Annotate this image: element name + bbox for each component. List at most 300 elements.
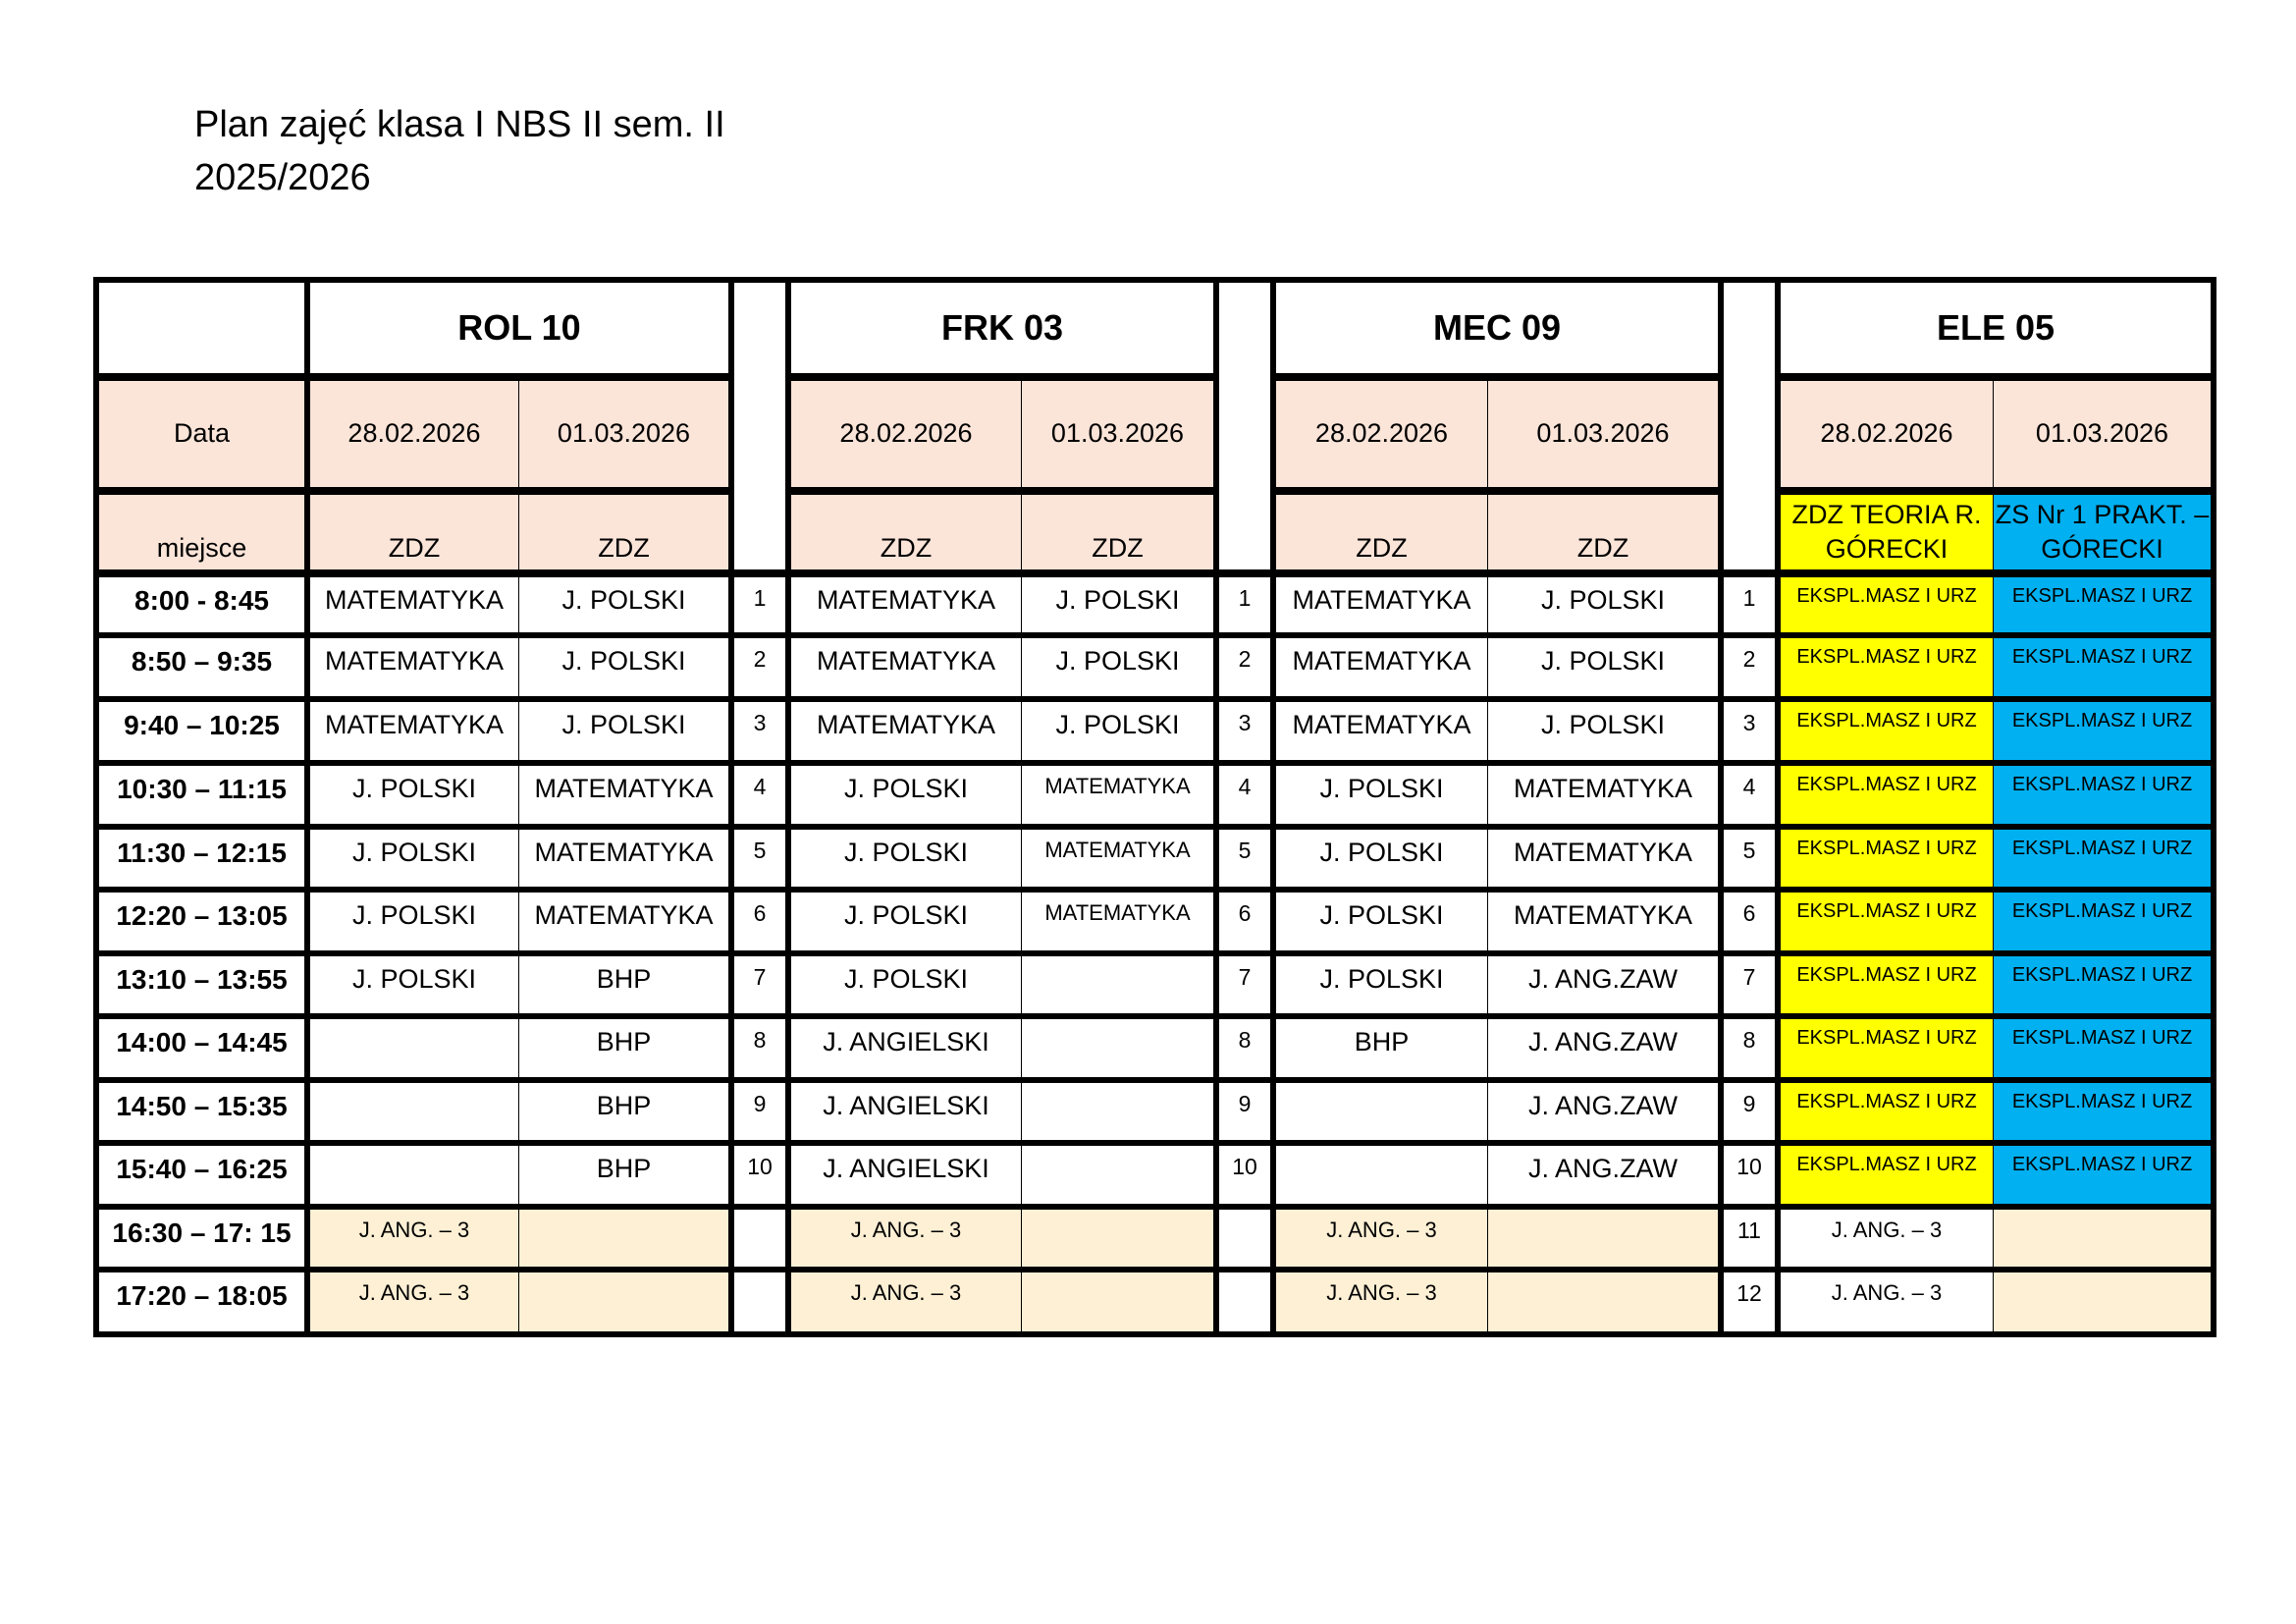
- time-slot: [99, 893, 304, 950]
- subject-text: EKSPL.MASZ I URZ: [1796, 1027, 1977, 1049]
- lesson-number-text: 11: [1737, 1218, 1761, 1243]
- subject-cell: [310, 638, 518, 696]
- lesson-number: [734, 1019, 785, 1077]
- subject-cell: [310, 1210, 518, 1267]
- subject-cell: [791, 893, 1021, 950]
- subject-text: EKSPL.MASZ I URZ: [2011, 838, 2193, 859]
- time-slot: [99, 577, 304, 632]
- subject-text: MATEMATYKA: [1044, 838, 1191, 862]
- subject-cell: [1276, 830, 1487, 887]
- subject-cell: [1781, 577, 1993, 632]
- subject-cell: [1022, 1083, 1213, 1140]
- place-cell: [1994, 495, 2211, 569]
- subject-cell: [1276, 956, 1487, 1013]
- lesson-number-text: 2: [1238, 646, 1252, 672]
- lesson-number: [1724, 830, 1775, 887]
- time-text: 8:50 – 9:35: [131, 646, 273, 677]
- subject-cell: [519, 702, 728, 760]
- lesson-number: [1219, 1210, 1270, 1267]
- subject-cell: [1781, 1210, 1993, 1267]
- subject-cell: [1781, 1083, 1993, 1140]
- subject-text: MATEMATYKA: [1292, 646, 1471, 676]
- place-cell: [1022, 495, 1213, 569]
- lesson-number: [734, 1210, 785, 1267]
- subject-cell: [1781, 702, 1993, 760]
- subject-text: J. POLSKI: [1319, 964, 1444, 994]
- lesson-number: [734, 956, 785, 1013]
- lesson-number-text: 6: [753, 900, 767, 926]
- subject-text: J. ANGIELSKI: [823, 1091, 989, 1120]
- subject-cell: [1276, 893, 1487, 950]
- lesson-number-text: 10: [1736, 1154, 1762, 1179]
- subject-text: J. POLSKI: [561, 585, 686, 615]
- subject-text: EKSPL.MASZ I URZ: [2011, 1154, 2193, 1175]
- lesson-number: [1219, 1272, 1270, 1331]
- lesson-number-text: 5: [753, 838, 767, 863]
- date-cell: [1276, 381, 1487, 487]
- lesson-number: [1219, 1083, 1270, 1140]
- lesson-number-text: 9: [1742, 1091, 1756, 1116]
- date-cell: [1994, 381, 2211, 487]
- subject-cell: [1488, 956, 1718, 1013]
- subject-text: MATEMATYKA: [816, 646, 995, 676]
- date-cell: [1781, 381, 1993, 487]
- lesson-number: [734, 1146, 785, 1204]
- subject-text: EKSPL.MASZ I URZ: [1796, 1154, 1977, 1175]
- date-text: 01.03.2026: [1050, 418, 1185, 449]
- subject-cell: [1276, 1210, 1487, 1267]
- subject-text: MATEMATYKA: [324, 646, 504, 676]
- campus-name: MEC 09: [1432, 307, 1562, 349]
- lesson-number-text: 4: [753, 774, 767, 799]
- campus-name: ROL 10: [457, 307, 581, 349]
- time-text: 16:30 – 17: 15: [112, 1218, 292, 1248]
- lesson-number-text: 6: [1238, 900, 1252, 926]
- document-title: [194, 98, 725, 204]
- lesson-number-text: 12: [1736, 1280, 1762, 1306]
- lesson-number-text: 7: [1742, 964, 1756, 990]
- subject-cell: [519, 1210, 728, 1267]
- subject-text: EKSPL.MASZ I URZ: [2011, 900, 2193, 922]
- lesson-number: [1724, 1019, 1775, 1077]
- subject-text: MATEMATYKA: [534, 900, 714, 930]
- lesson-number-text: 8: [1742, 1027, 1756, 1053]
- subject-cell: [1994, 1019, 2211, 1077]
- subject-text: EKSPL.MASZ I URZ: [2011, 1027, 2193, 1049]
- subject-text: EKSPL.MASZ I URZ: [1796, 585, 1977, 607]
- subject-cell: [519, 766, 728, 824]
- subject-cell: [310, 893, 518, 950]
- subject-cell: [1781, 1019, 1993, 1077]
- subject-text: J. POLSKI: [1540, 646, 1666, 676]
- subject-text: J. POLSKI: [1055, 585, 1180, 615]
- subject-text: J. POLSKI: [561, 646, 686, 676]
- lesson-number: [734, 766, 785, 824]
- lesson-number-text: 1: [1238, 585, 1252, 611]
- subject-text: J. POLSKI: [1055, 646, 1180, 676]
- lesson-number-text: 7: [1238, 964, 1252, 990]
- place-text: ZDZ: [880, 532, 933, 563]
- subject-text: MATEMATYKA: [534, 838, 714, 867]
- campus-header: [310, 283, 728, 373]
- lesson-number-header: [1724, 283, 1775, 569]
- lesson-number: [1219, 1019, 1270, 1077]
- subject-cell: [791, 1272, 1021, 1331]
- time-slot: [99, 830, 304, 887]
- lesson-number-text: 5: [1742, 838, 1756, 863]
- subject-cell: [1488, 1272, 1718, 1331]
- subject-cell: [1488, 577, 1718, 632]
- subject-cell: [1781, 1146, 1993, 1204]
- subject-text: MATEMATYKA: [1292, 585, 1471, 615]
- subject-cell: [310, 1019, 518, 1077]
- subject-text: J. ANG. – 3: [1831, 1280, 1943, 1305]
- subject-text: EKSPL.MASZ I URZ: [2011, 964, 2193, 986]
- time-text: 11:30 – 12:15: [117, 838, 287, 868]
- time-slot: [99, 956, 304, 1013]
- subject-cell: [791, 1019, 1021, 1077]
- lesson-number: [734, 893, 785, 950]
- subject-text: BHP: [596, 1091, 652, 1120]
- subject-cell: [1022, 956, 1213, 1013]
- subject-cell: [1488, 830, 1718, 887]
- lesson-number-text: 6: [1742, 900, 1756, 926]
- place-cell: [310, 495, 518, 569]
- subject-text: EKSPL.MASZ I URZ: [2011, 585, 2193, 607]
- date-text: 28.02.2026: [347, 418, 481, 449]
- lesson-number: [734, 1272, 785, 1331]
- subject-cell: [1994, 577, 2211, 632]
- time-slot: [99, 1019, 304, 1077]
- time-slot: [99, 1210, 304, 1267]
- subject-text: EKSPL.MASZ I URZ: [1796, 646, 1977, 668]
- subject-cell: [519, 1272, 728, 1331]
- subject-cell: [1488, 766, 1718, 824]
- place-label-text: miejsce: [156, 532, 247, 563]
- campus-header: [791, 283, 1213, 373]
- subject-text: J. ANG.ZAW: [1527, 1027, 1678, 1056]
- subject-cell: [791, 1146, 1021, 1204]
- subject-cell: [1022, 1210, 1213, 1267]
- subject-text: J. ANG. – 3: [1326, 1280, 1437, 1305]
- subject-cell: [1276, 766, 1487, 824]
- lesson-number: [1724, 956, 1775, 1013]
- lesson-number: [1724, 638, 1775, 696]
- subject-cell: [1488, 1146, 1718, 1204]
- subject-cell: [310, 956, 518, 1013]
- subject-cell: [1994, 1272, 2211, 1331]
- subject-cell: [1276, 1019, 1487, 1077]
- subject-text: MATEMATYKA: [816, 710, 995, 739]
- lesson-number: [734, 577, 785, 632]
- subject-text: J. POLSKI: [351, 900, 477, 930]
- lesson-number-text: 8: [1238, 1027, 1252, 1053]
- subject-text: EKSPL.MASZ I URZ: [1796, 1091, 1977, 1112]
- subject-cell: [1022, 1272, 1213, 1331]
- place-text: ZDZ TEORIA R. GÓRECKI: [1791, 499, 1982, 564]
- subject-text: J. POLSKI: [351, 964, 477, 994]
- subject-text: MATEMATYKA: [1292, 710, 1471, 739]
- subject-cell: [791, 830, 1021, 887]
- subject-text: J. POLSKI: [1319, 774, 1444, 803]
- subject-cell: [1276, 1083, 1487, 1140]
- lesson-number: [1724, 1146, 1775, 1204]
- subject-cell: [310, 1272, 518, 1331]
- place-text: ZS Nr 1 PRAKT. – GÓRECKI: [1995, 499, 2210, 564]
- place-cell: [791, 495, 1021, 569]
- lesson-number-text: 2: [753, 646, 767, 672]
- subject-cell: [1022, 893, 1213, 950]
- subject-cell: [1276, 702, 1487, 760]
- subject-text: J. ANG. – 3: [358, 1280, 470, 1305]
- time-text: 17:20 – 18:05: [116, 1280, 288, 1311]
- subject-cell: [1994, 766, 2211, 824]
- subject-cell: [310, 1083, 518, 1140]
- subject-cell: [1022, 1019, 1213, 1077]
- subject-text: J. ANG. – 3: [1326, 1218, 1437, 1242]
- subject-cell: [519, 1083, 728, 1140]
- subject-text: MATEMATYKA: [534, 774, 714, 803]
- subject-cell: [1488, 1083, 1718, 1140]
- subject-text: J. POLSKI: [1540, 710, 1666, 739]
- subject-text: J. ANGIELSKI: [823, 1027, 989, 1056]
- lesson-number-text: 5: [1238, 838, 1252, 863]
- subject-cell: [1022, 702, 1213, 760]
- subject-cell: [1488, 638, 1718, 696]
- lesson-number: [1724, 766, 1775, 824]
- time-text: 8:00 - 8:45: [134, 585, 269, 616]
- subject-cell: [1276, 638, 1487, 696]
- time-slot: [99, 1272, 304, 1331]
- subject-text: EKSPL.MASZ I URZ: [1796, 900, 1977, 922]
- lesson-number-text: 3: [1742, 710, 1756, 735]
- time-text: 15:40 – 16:25: [116, 1154, 288, 1184]
- lesson-number: [1724, 1083, 1775, 1140]
- subject-text: J. ANG. – 3: [1831, 1218, 1943, 1242]
- subject-cell: [1994, 638, 2211, 696]
- time-text: 9:40 – 10:25: [124, 710, 280, 740]
- place-cell: [1488, 495, 1718, 569]
- date-text: 28.02.2026: [1820, 418, 1953, 449]
- lesson-number-text: 7: [753, 964, 767, 990]
- subject-text: BHP: [596, 1027, 652, 1056]
- time-slot: [99, 1146, 304, 1204]
- subject-text: BHP: [596, 1154, 652, 1183]
- lesson-number: [734, 638, 785, 696]
- time-text: 10:30 – 11:15: [117, 774, 287, 804]
- lesson-number: [1724, 702, 1775, 760]
- subject-cell: [1781, 1272, 1993, 1331]
- subject-cell: [1994, 1146, 2211, 1204]
- lesson-number: [1219, 1146, 1270, 1204]
- schedule-table: [93, 277, 2216, 1337]
- date-cell: [310, 381, 518, 487]
- lesson-number: [1219, 893, 1270, 950]
- lesson-number-text: 10: [1232, 1154, 1257, 1179]
- subject-cell: [1022, 638, 1213, 696]
- subject-cell: [1488, 893, 1718, 950]
- subject-cell: [310, 1146, 518, 1204]
- lesson-number: [734, 1083, 785, 1140]
- place-cell: [1276, 495, 1487, 569]
- subject-cell: [310, 830, 518, 887]
- subject-cell: [519, 893, 728, 950]
- subject-cell: [310, 577, 518, 632]
- date-text: 01.03.2026: [1536, 418, 1670, 449]
- lesson-number-header: [734, 283, 785, 569]
- time-text: 12:20 – 13:05: [116, 900, 288, 931]
- header-corner: [99, 283, 304, 373]
- lesson-number-text: 9: [1238, 1091, 1252, 1116]
- date-text: 01.03.2026: [557, 418, 691, 449]
- subject-text: BHP: [596, 964, 652, 994]
- subject-text: MATEMATYKA: [1513, 774, 1692, 803]
- subject-text: J. POLSKI: [561, 710, 686, 739]
- place-text: ZDZ: [1356, 532, 1408, 563]
- subject-cell: [1781, 638, 1993, 696]
- subject-text: J. ANG. – 3: [850, 1280, 962, 1305]
- subject-cell: [791, 577, 1021, 632]
- campus-name: FRK 03: [940, 307, 1064, 349]
- lesson-number-text: 10: [747, 1154, 773, 1179]
- place-text: ZDZ: [1092, 532, 1144, 563]
- subject-text: J. ANG. – 3: [358, 1218, 470, 1242]
- subject-cell: [1488, 1019, 1718, 1077]
- subject-text: MATEMATYKA: [324, 585, 504, 615]
- subject-text: MATEMATYKA: [816, 585, 995, 615]
- campus-header: [1781, 283, 2211, 373]
- subject-text: EKSPL.MASZ I URZ: [1796, 774, 1977, 795]
- lesson-number-header: [1219, 283, 1270, 569]
- subject-text: MATEMATYKA: [1513, 900, 1692, 930]
- subject-cell: [1781, 766, 1993, 824]
- subject-text: BHP: [1354, 1027, 1410, 1056]
- subject-cell: [519, 956, 728, 1013]
- subject-text: J. ANG.ZAW: [1527, 964, 1678, 994]
- subject-cell: [519, 638, 728, 696]
- date-cell: [791, 381, 1021, 487]
- subject-cell: [1022, 1146, 1213, 1204]
- subject-cell: [310, 766, 518, 824]
- date-text: 28.02.2026: [839, 418, 973, 449]
- subject-text: EKSPL.MASZ I URZ: [1796, 838, 1977, 859]
- date-text: 28.02.2026: [1314, 418, 1449, 449]
- time-text: 13:10 – 13:55: [116, 964, 288, 995]
- campus-header: [1276, 283, 1718, 373]
- subject-cell: [1781, 893, 1993, 950]
- lesson-number: [1219, 766, 1270, 824]
- subject-cell: [1276, 1272, 1487, 1331]
- title-line-2: 2025/2026: [194, 157, 371, 198]
- subject-cell: [519, 1146, 728, 1204]
- subject-cell: [1994, 702, 2211, 760]
- lesson-number-text: 2: [1742, 646, 1756, 672]
- place-text: ZDZ: [388, 532, 441, 563]
- subject-text: J. ANG.ZAW: [1527, 1091, 1678, 1120]
- subject-cell: [1994, 1083, 2211, 1140]
- date-cell: [519, 381, 728, 487]
- lesson-number-text: 3: [1238, 710, 1252, 735]
- lesson-number: [1724, 1272, 1775, 1331]
- time-slot: [99, 1083, 304, 1140]
- lesson-number-text: 9: [753, 1091, 767, 1116]
- date-text: 01.03.2026: [2035, 418, 2169, 449]
- subject-cell: [1781, 956, 1993, 1013]
- subject-cell: [1994, 830, 2211, 887]
- place-text: ZDZ: [1576, 532, 1629, 563]
- lesson-number: [1219, 702, 1270, 760]
- place-cell: [1781, 495, 1993, 569]
- subject-cell: [1488, 702, 1718, 760]
- subject-text: J. ANGIELSKI: [823, 1154, 989, 1183]
- campus-name: ELE 05: [1936, 307, 2056, 349]
- subject-cell: [791, 638, 1021, 696]
- date-label-text: Data: [173, 418, 231, 449]
- subject-cell: [1276, 1146, 1487, 1204]
- lesson-number-text: 3: [753, 710, 767, 735]
- subject-text: EKSPL.MASZ I URZ: [1796, 710, 1977, 731]
- lesson-number-text: 1: [753, 585, 767, 611]
- time-slot: [99, 638, 304, 696]
- subject-cell: [1022, 577, 1213, 632]
- subject-text: J. POLSKI: [843, 774, 969, 803]
- subject-text: EKSPL.MASZ I URZ: [1796, 964, 1977, 986]
- subject-cell: [791, 702, 1021, 760]
- subject-cell: [310, 702, 518, 760]
- lesson-number-text: 8: [753, 1027, 767, 1053]
- subject-text: EKSPL.MASZ I URZ: [2011, 1091, 2193, 1112]
- place-label: [99, 495, 304, 569]
- subject-text: J. POLSKI: [351, 838, 477, 867]
- subject-cell: [1781, 830, 1993, 887]
- lesson-number-text: 1: [1742, 585, 1756, 611]
- subject-text: J. POLSKI: [1319, 900, 1444, 930]
- time-text: 14:00 – 14:45: [116, 1027, 288, 1057]
- subject-text: J. POLSKI: [843, 838, 969, 867]
- date-label: [99, 381, 304, 487]
- subject-cell: [519, 1019, 728, 1077]
- time-slot: [99, 702, 304, 760]
- subject-text: MATEMATYKA: [1044, 900, 1191, 925]
- place-text: ZDZ: [598, 532, 650, 563]
- date-cell: [1022, 381, 1213, 487]
- lesson-number: [734, 702, 785, 760]
- place-cell: [519, 495, 728, 569]
- subject-cell: [519, 577, 728, 632]
- subject-cell: [791, 1210, 1021, 1267]
- subject-cell: [1994, 1210, 2211, 1267]
- title-line-1: Plan zajęć klasa I NBS II sem. II: [194, 104, 725, 145]
- lesson-number: [1724, 893, 1775, 950]
- subject-text: J. POLSKI: [1540, 585, 1666, 615]
- subject-cell: [791, 1083, 1021, 1140]
- subject-text: EKSPL.MASZ I URZ: [2011, 710, 2193, 731]
- subject-cell: [791, 956, 1021, 1013]
- lesson-number-text: 4: [1238, 774, 1252, 799]
- subject-cell: [1994, 893, 2211, 950]
- lesson-number: [734, 830, 785, 887]
- subject-cell: [1994, 956, 2211, 1013]
- time-slot: [99, 766, 304, 824]
- lesson-number: [1219, 830, 1270, 887]
- lesson-number: [1219, 638, 1270, 696]
- subject-cell: [1488, 1210, 1718, 1267]
- subject-cell: [1022, 830, 1213, 887]
- subject-text: MATEMATYKA: [324, 710, 504, 739]
- subject-text: MATEMATYKA: [1044, 774, 1191, 798]
- lesson-number: [1219, 956, 1270, 1013]
- subject-cell: [1022, 766, 1213, 824]
